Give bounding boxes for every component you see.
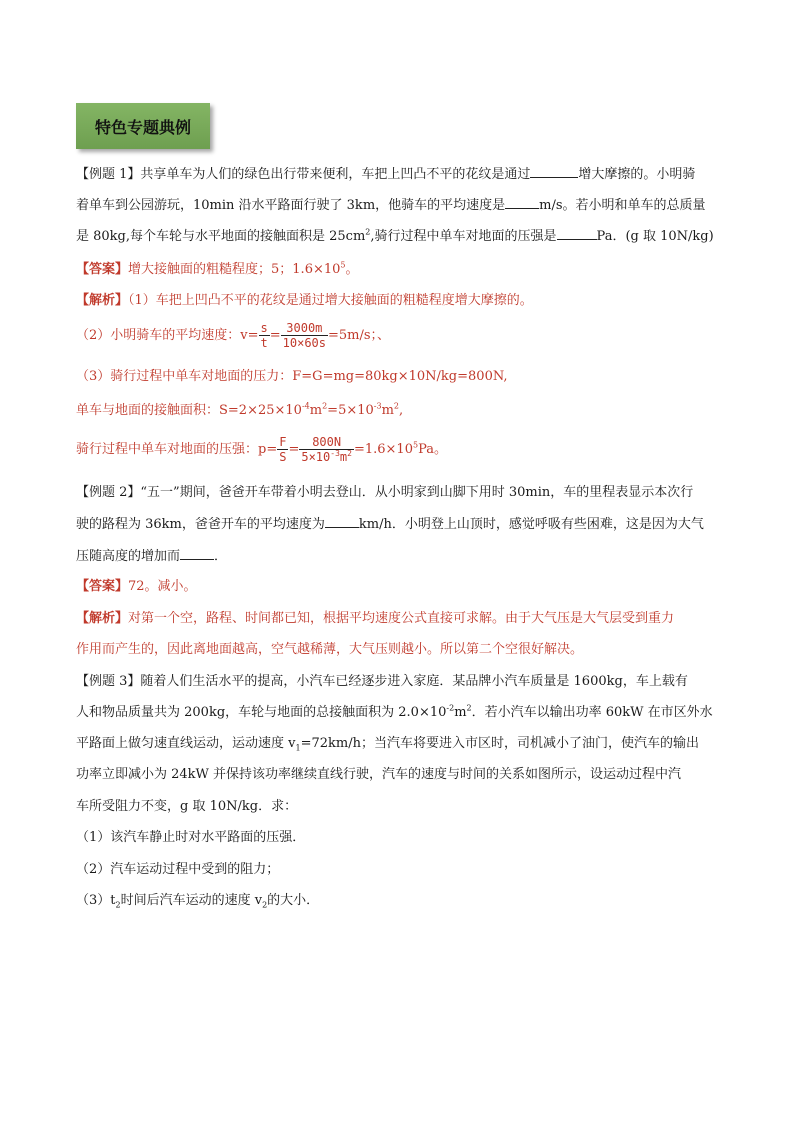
superscript: 5 xyxy=(412,440,419,450)
ex2-analysis-2 xyxy=(76,641,583,659)
answer-blank xyxy=(530,165,578,178)
superscript: -2 xyxy=(446,703,455,713)
analysis-text: 单车与地面的接触面积：S=2×25×10 xyxy=(76,403,302,418)
ex2-answer xyxy=(76,578,197,596)
ex1-analysis-2: （2）小明骑车的平均速度：v= $\frac{s}{t}$ = $\frac{3000m}{10\times 60s}$ =5m/s；、 xyxy=(76,320,391,350)
denominator: 10×60s xyxy=(282,335,327,350)
ex1-text: m/s。若小明和单车的总质量 xyxy=(539,198,706,213)
question-text: （2）汽车运动过程中受到的阻力； xyxy=(76,862,280,877)
ex3-text: 车所受阻力不变，g 取 10N/kg．求： xyxy=(76,799,298,814)
answer-blank xyxy=(557,227,597,240)
ex3-label: 【例题 3】 xyxy=(76,674,141,689)
denominator: S xyxy=(279,449,287,464)
answer-text: 72。减小。 xyxy=(128,579,197,594)
subscript: 1 xyxy=(295,743,301,753)
ex1-line-2 xyxy=(76,196,706,215)
analysis-text: =5m/s；、 xyxy=(328,328,391,343)
ex2-line-1 xyxy=(76,484,693,502)
ex3-line-4 xyxy=(76,766,681,784)
answer-label: 【答案】 xyxy=(76,262,129,277)
numerator: 800N xyxy=(299,435,354,450)
ex1-text: 增大摩擦的。小明骑 xyxy=(578,167,696,182)
ex2-text: km/h．小明登上山顶时，感觉呼吸有些困难，这是因为大气 xyxy=(358,517,704,532)
answer-blank xyxy=(180,547,214,560)
superscript: 2 xyxy=(365,227,371,237)
answer-blank xyxy=(505,196,539,209)
analysis-text: （3）骑行过程中单车对地面的压力：F=G=mg=80kg×10N/kg=800N, xyxy=(76,369,508,384)
ex3-text: 平路面上做匀速直线运动，运动速度 v xyxy=(76,736,296,751)
ex3-text: m xyxy=(454,705,467,720)
banner-title: 特色专题典例 xyxy=(94,117,191,137)
fraction-pressure-values xyxy=(299,435,354,465)
ex3-text: 人和物品质量共为 200kg，车轮与地面的总接触面积为 2.0×10 xyxy=(76,705,447,720)
analysis-text: m xyxy=(309,403,323,418)
ex1-answer xyxy=(76,261,359,279)
superscript: -4 xyxy=(301,401,310,411)
answer-label: 【答案】 xyxy=(76,579,129,594)
superscript: 2 xyxy=(466,703,472,713)
analysis-text: 对第一个空，路程、时间都已知，根据平均速度公式直接可求解。由于大气压是大气层受到重力 xyxy=(128,611,675,626)
ex2-analysis-1 xyxy=(76,610,674,628)
ex3-line-5 xyxy=(76,798,297,816)
question-text: （3）t xyxy=(76,893,116,908)
numerator: s xyxy=(260,320,268,335)
ex1-text: 是 80kg,每个车轮与水平地面的接触面积是 25cm xyxy=(76,229,366,244)
analysis-text: 作用而产生的，因此离地面越高，空气越稀薄，大气压则越小。所以第二个空很好解决。 xyxy=(76,642,584,657)
ex2-text: ． xyxy=(214,549,228,564)
numerator: 3000m xyxy=(281,321,328,336)
analysis-label: 【解析】 xyxy=(76,611,129,626)
subscript: 2 xyxy=(262,900,268,910)
superscript: 2 xyxy=(393,401,399,411)
ex3-line-3 xyxy=(76,735,699,753)
ex1-analysis-1 xyxy=(76,292,533,310)
question-text: 的大小． xyxy=(267,893,320,908)
analysis-text: 骑行过程中单车对地面的压强：p= xyxy=(76,442,278,457)
ex1-line-1 xyxy=(76,165,695,184)
question-text: 时间后汽车运动的速度 v xyxy=(120,893,263,908)
denominator xyxy=(299,450,354,465)
subscript: 2 xyxy=(115,900,121,910)
answer-text: 增大接触面的粗糙程度；5；1.6×10 xyxy=(128,262,341,277)
analysis-text: Pa。 xyxy=(418,442,447,457)
ex1-analysis-5: 骑行过程中单车对地面的压强：p= $\frac{F}{S}$ = $\frac{800N}{5\times 10^{-3}m^2}$ $=1.6\times 10^5Pa$。 xyxy=(76,434,447,464)
denominator: t xyxy=(260,335,268,350)
ex2-text: 驶的路程为 36km，爸爸开车的平均速度为 xyxy=(76,517,325,532)
ex1-text: 着单车到公园游玩，10min 沿水平路面行驶了 3km，他骑车的平均速度是 xyxy=(76,198,506,213)
ex1-text: ,骑行过程中单车对地面的压强是 xyxy=(370,229,557,244)
analysis-text: （2）小明骑车的平均速度：v= xyxy=(76,328,259,343)
analysis-text: =5×10 xyxy=(327,403,374,418)
answer-blank xyxy=(325,515,359,528)
analysis-text: （1）车把上凹凸不平的花纹是通过增大接触面的粗糙程度增大摩擦的。 xyxy=(128,293,533,308)
answer-text: 。 xyxy=(345,262,359,277)
ex3-text: 功率立即减小为 24kW 并保持该功率继续直线行驶，汽车的速度与时间的关系如图所示，设运动过程中汽 xyxy=(76,767,682,782)
superscript: -3 xyxy=(330,448,340,458)
section-banner xyxy=(76,103,210,149)
analysis-text: =1.6×10 xyxy=(353,442,413,457)
ex1-analysis-3 xyxy=(76,368,508,386)
analysis-text: , xyxy=(399,403,404,418)
ex1-label: 【例题 1】 xyxy=(76,167,141,182)
fraction-F-over-S xyxy=(277,435,288,465)
ex3-text: 随着人们生活水平的提高，小汽车已经逐步进入家庭．某品牌小汽车质量是 1600kg，车上载有 xyxy=(140,674,688,689)
analysis-label: 【解析】 xyxy=(76,293,129,308)
ex3-text: ．若小汽车以输出功率 60kW 在市区外水 xyxy=(471,705,713,720)
superscript: 5 xyxy=(340,260,346,270)
ex2-text: 压随高度的增加而 xyxy=(76,549,181,564)
ex1-line-3 xyxy=(76,227,714,246)
fraction-s-over-t xyxy=(259,321,270,351)
numerator: F xyxy=(279,434,287,449)
superscript: 2 xyxy=(322,401,328,411)
fraction-values xyxy=(281,321,328,351)
superscript: 2 xyxy=(347,448,352,458)
ex2-text: “五一”期间，爸爸开车带着小明去登山．从小明家到山脚下用时 30min，车的里程表显示本次行 xyxy=(140,485,694,500)
ex3-question-2 xyxy=(76,861,279,879)
den-text: 5×10 xyxy=(301,449,331,464)
den-text: m xyxy=(339,449,348,464)
ex1-text: Pa．(g 取 10N/kg) xyxy=(596,229,714,244)
ex2-line-3 xyxy=(76,547,227,566)
ex3-line-1 xyxy=(76,673,688,691)
ex1-text: 共享单车为人们的绿色出行带来便利，车把上凹凸不平的花纹是通过 xyxy=(140,167,531,182)
ex2-label: 【例题 2】 xyxy=(76,485,141,500)
ex2-line-2 xyxy=(76,515,704,534)
superscript: -3 xyxy=(373,401,382,411)
question-text: （1）该汽车静止时对水平路面的压强． xyxy=(76,830,306,845)
ex3-question-1 xyxy=(76,829,305,847)
analysis-text: m xyxy=(381,403,394,418)
ex3-text: =72km/h；当汽车将要进入市区时，司机减小了油门，使汽车的输出 xyxy=(300,736,699,751)
ex3-line-2 xyxy=(76,704,713,722)
ex3-question-3 xyxy=(76,892,319,910)
ex1-analysis-4 xyxy=(76,402,403,420)
